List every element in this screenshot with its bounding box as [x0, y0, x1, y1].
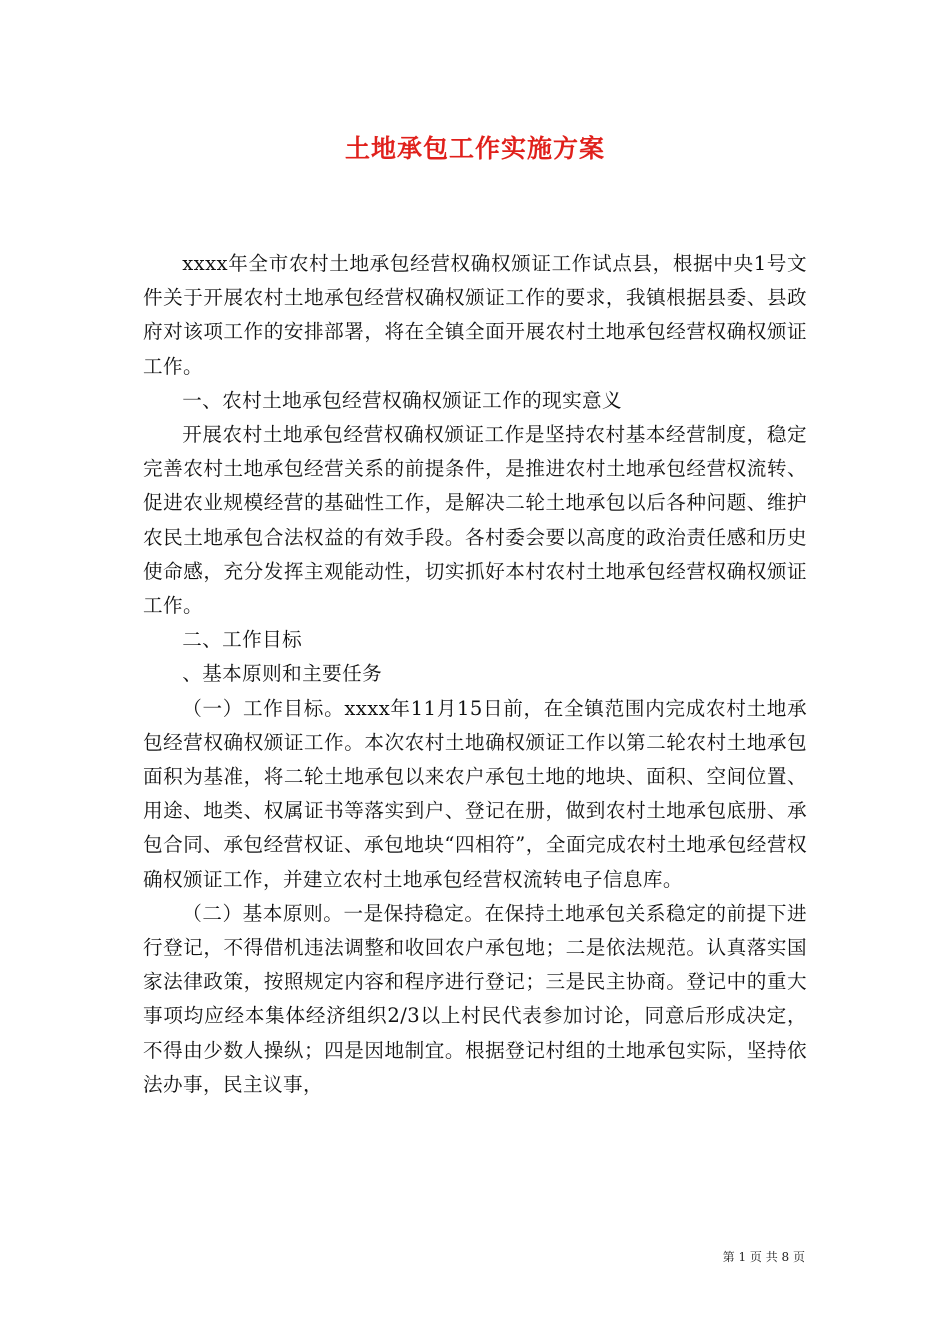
paragraph-significance: 开展农村土地承包经营权确权颁证工作是坚持农村基本经营制度，稳定完善农村土地承包经营关系的前提条件，是推进农村土地承包经营权流转、促进农业规模经营的基础性工作，是解决二轮土地承包以后各种问题、维护农民土地承包合法权益的有效手段。各村委会要以高度的政治责任感和历史使命感，充分发挥主观能动性，切实抓好本村农村土地承包经营权确权颁证工作。	[143, 423, 807, 618]
paragraph-work-goals: （一）工作目标。xxxx年11月15日前，在全镇范围内完成农村土地承包经营权确权颁证工作。本次农村土地确权颁证工作以第二轮农村土地承包面积为基准，将二轮土地承包以来农户承包土地的地块、面积、空间位置、用途、地类、权属证书等落实到户、登记在册，做到农村土地承包底册、承包合同、承包经营权证、承包地块“四相符”，全面完成农村土地承包经营权确权颁证工作，并建立农村土地承包经营权流转电子信息库。	[143, 696, 807, 891]
heading-section-1: 一、农村土地承包经营权确权颁证工作的现实意义	[182, 388, 623, 412]
paragraph-basic-principles: （二）基本原则。一是保持稳定。在保持土地承包关系稳定的前提下进行登记，不得借机违法调整和收回农户承包地；二是依法规范。认真落实国家法律政策，按照规定内容和程序进行登记；三是民主协商。登记中的重大事项均应经本集体经济组织2/3以上村民代表参加讨论，同意后形成决定，不得由少数人操纵；四是因地制宜。根据登记村组的土地承包实际，坚持依法办事，民主议事，	[143, 901, 807, 1096]
page-number: 第 1 页 共 8 页	[722, 1250, 805, 1264]
paragraph-intro: xxxx年全市农村土地承包经营权确权颁证工作试点县，根据中央1号文件关于开展农村土地承包经营权确权颁证工作的要求，我镇根据县委、县政府对该项工作的安排部署，将在全镇全面开展农村土地承包经营权确权颁证工作。	[143, 252, 807, 378]
heading-section-2: 二、工作目标	[182, 628, 303, 652]
document-title: 土地承包工作实施方案	[344, 134, 605, 163]
heading-section-2-continued: 、基本原则和主要任务	[182, 662, 383, 686]
document-body	[143, 247, 807, 1102]
